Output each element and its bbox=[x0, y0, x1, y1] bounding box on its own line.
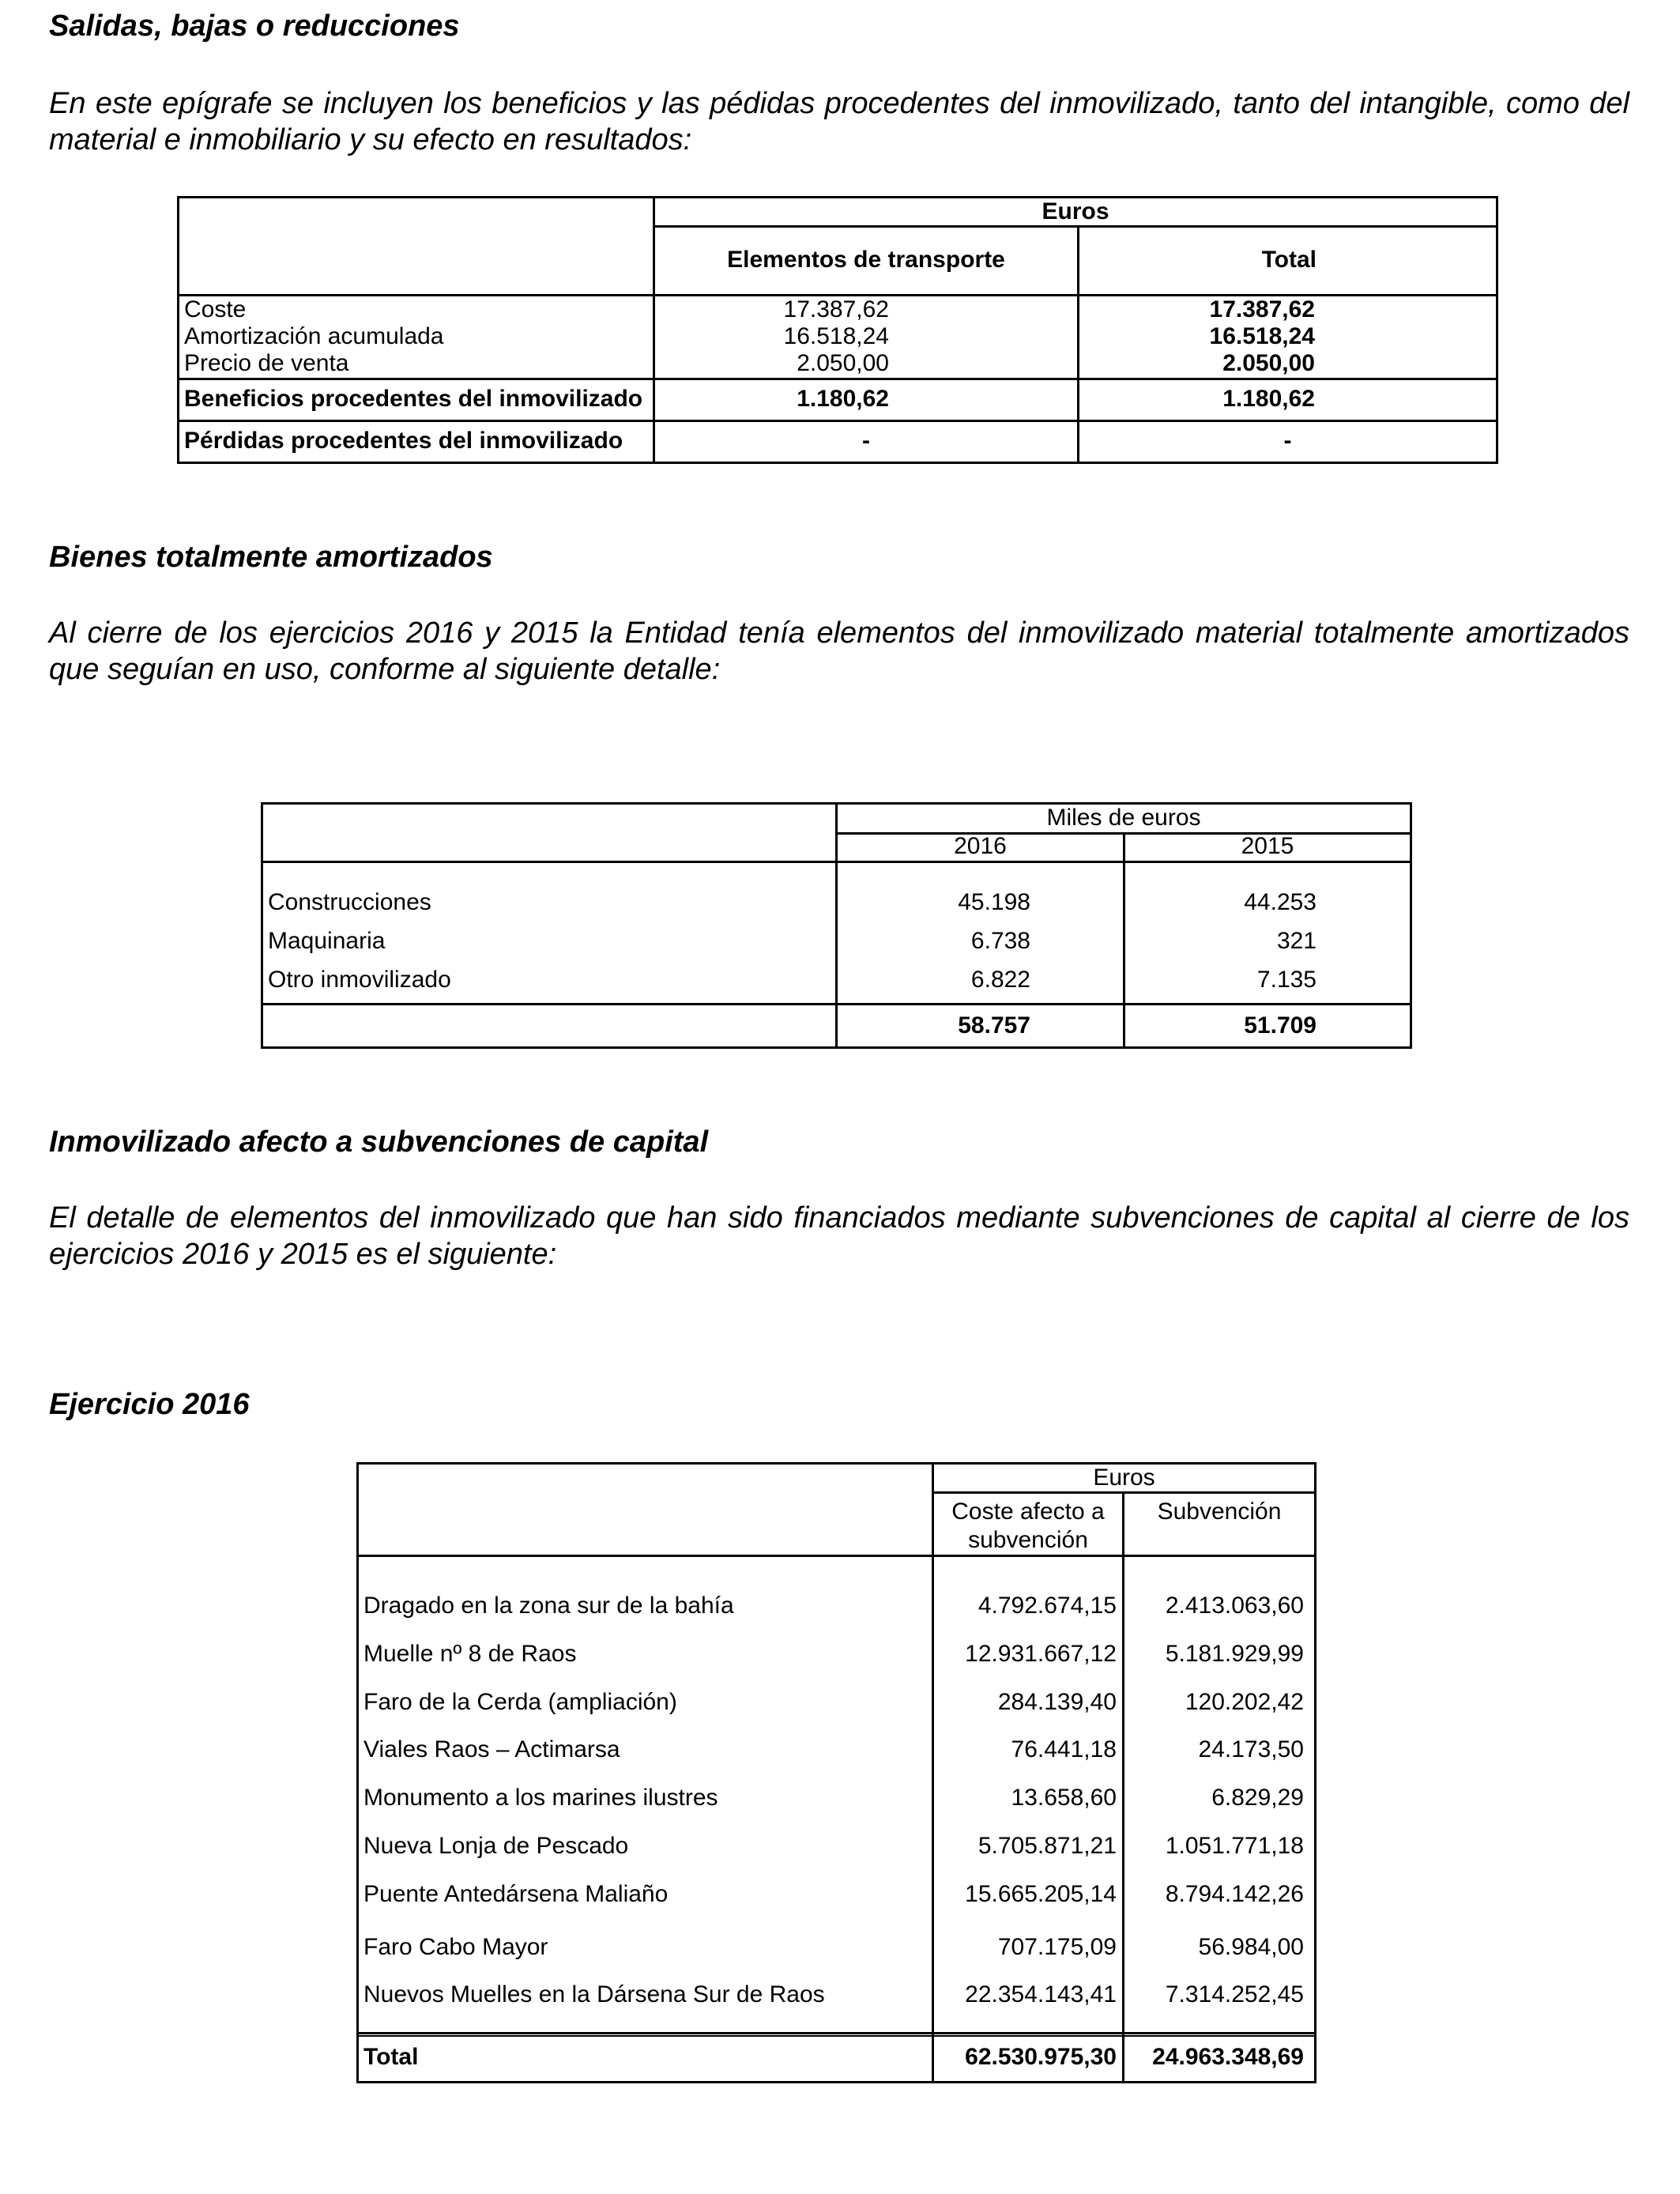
table-group-header: Euros bbox=[1042, 198, 1109, 224]
row-total: 16.518,24 bbox=[1209, 323, 1315, 349]
column-header-coste-line2: subvención bbox=[968, 1527, 1088, 1553]
row-label: Puente Antedársena Maliaño bbox=[363, 1881, 669, 1907]
section-paragraph-bienes: Al cierre de los ejercicios 2016 y 2015 la Entidad tenía elementos del inmovilizado material totalmente amortizados que seguían en uso, conforme al siguiente detalle: bbox=[49, 616, 1629, 686]
row-coste: 22.354.143,41 bbox=[965, 1981, 1117, 2007]
section-paragraph-salidas: En este epígrafe se incluyen los beneficios y las pédidas procedentes del inmovilizado, tanto del intangible, como del material e inmobiliario y su efecto en resultados: bbox=[49, 87, 1629, 156]
row-coste: 12.931.667,12 bbox=[965, 1641, 1117, 1667]
row-label: Construcciones bbox=[268, 889, 431, 915]
row-label: Maquinaria bbox=[268, 928, 386, 954]
row-coste: 76.441,18 bbox=[1011, 1736, 1117, 1762]
row-label: Amortización acumulada bbox=[184, 323, 444, 349]
row-label: Otro inmovilizado bbox=[268, 967, 451, 993]
column-header-subvencion: Subvención bbox=[1157, 1498, 1282, 1525]
section-heading-subvenciones: Inmovilizado afecto a subvenciones de capital bbox=[49, 1125, 709, 1159]
row-label: Precio de venta bbox=[184, 350, 349, 376]
row-coste: 707.175,09 bbox=[997, 1934, 1117, 1960]
row-label: Dragado en la zona sur de la bahía bbox=[363, 1593, 734, 1619]
row-subvencion: 6.829,29 bbox=[1211, 1785, 1304, 1811]
row-value-2015: 7.135 bbox=[1256, 967, 1317, 993]
row-label: Viales Raos – Actimarsa bbox=[363, 1736, 620, 1762]
section-heading-bienes: Bienes totalmente amortizados bbox=[49, 541, 493, 574]
row-coste: 5.705.871,21 bbox=[977, 1833, 1117, 1859]
row-coste: 4.792.674,15 bbox=[977, 1593, 1117, 1619]
row-label: Nuevos Muelles en la Dársena Sur de Raos bbox=[363, 1981, 825, 2007]
row-subvencion: 7.314.252,45 bbox=[1165, 1981, 1304, 2007]
total-coste: 62.530.975,30 bbox=[965, 2044, 1117, 2070]
benefits-value: 1.180,62 bbox=[797, 386, 889, 412]
row-subvencion: 5.181.929,99 bbox=[1165, 1641, 1304, 1667]
row-subvencion: 2.413.063,60 bbox=[1165, 1593, 1304, 1619]
column-header-2016: 2016 bbox=[954, 833, 1007, 859]
row-coste: 284.139,40 bbox=[997, 1689, 1117, 1715]
row-label: Faro Cabo Mayor bbox=[363, 1934, 548, 1960]
total-2015: 51.709 bbox=[1244, 1012, 1317, 1039]
row-total: 17.387,62 bbox=[1209, 296, 1315, 322]
row-value-2016: 6.822 bbox=[970, 967, 1030, 993]
row-subvencion: 56.984,00 bbox=[1198, 1934, 1304, 1960]
table-group-header: Euros bbox=[1093, 1465, 1155, 1491]
table-group-header: Miles de euros bbox=[1046, 805, 1201, 831]
losses-value: - bbox=[862, 428, 870, 454]
column-header-total: Total bbox=[1261, 247, 1317, 273]
row-value-2016: 45.198 bbox=[958, 889, 1030, 915]
column-header-elementos: Elementos de transporte bbox=[727, 247, 1005, 273]
row-total: 2.050,00 bbox=[1222, 350, 1315, 376]
benefits-label: Beneficios procedentes del inmovilizado bbox=[184, 386, 643, 412]
row-value-2015: 44.253 bbox=[1244, 889, 1317, 915]
total-label: Total bbox=[363, 2044, 419, 2070]
row-coste: 13.658,60 bbox=[1011, 1785, 1117, 1811]
row-value-2016: 6.738 bbox=[970, 928, 1030, 954]
row-value: 2.050,00 bbox=[797, 350, 889, 376]
row-label: Coste bbox=[184, 296, 247, 322]
column-header-2015: 2015 bbox=[1241, 833, 1294, 859]
total-2016: 58.757 bbox=[958, 1012, 1030, 1039]
row-value: 17.387,62 bbox=[783, 296, 889, 322]
row-subvencion: 120.202,42 bbox=[1185, 1689, 1304, 1715]
benefits-total: 1.180,62 bbox=[1222, 386, 1315, 412]
row-label: Faro de la Cerda (ampliación) bbox=[363, 1689, 677, 1715]
row-label: Nueva Lonja de Pescado bbox=[363, 1833, 629, 1859]
section-paragraph-subvenciones: El detalle de elementos del inmovilizado que han sido financiados mediante subvenciones de capital al cierre de los ejercicios 2016 y 2015 es el siguiente: bbox=[49, 1201, 1629, 1271]
section-heading-ejercicio-2016: Ejercicio 2016 bbox=[49, 1388, 250, 1421]
losses-total: - bbox=[1283, 428, 1292, 454]
total-subvencion: 24.963.348,69 bbox=[1152, 2044, 1304, 2070]
row-label: Muelle nº 8 de Raos bbox=[363, 1641, 577, 1667]
row-subvencion: 1.051.771,18 bbox=[1165, 1833, 1304, 1859]
row-subvencion: 8.794.142,26 bbox=[1165, 1881, 1304, 1907]
column-header-coste-line1: Coste afecto a bbox=[951, 1498, 1105, 1525]
section-heading-salidas: Salidas, bajas o reducciones bbox=[49, 9, 460, 43]
row-value: 16.518,24 bbox=[783, 323, 889, 349]
row-value-2015: 321 bbox=[1276, 928, 1317, 954]
losses-label: Pérdidas procedentes del inmovilizado bbox=[184, 428, 623, 454]
row-subvencion: 24.173,50 bbox=[1198, 1736, 1304, 1762]
row-label: Monumento a los marines ilustres bbox=[363, 1785, 718, 1811]
row-coste: 15.665.205,14 bbox=[965, 1881, 1117, 1907]
